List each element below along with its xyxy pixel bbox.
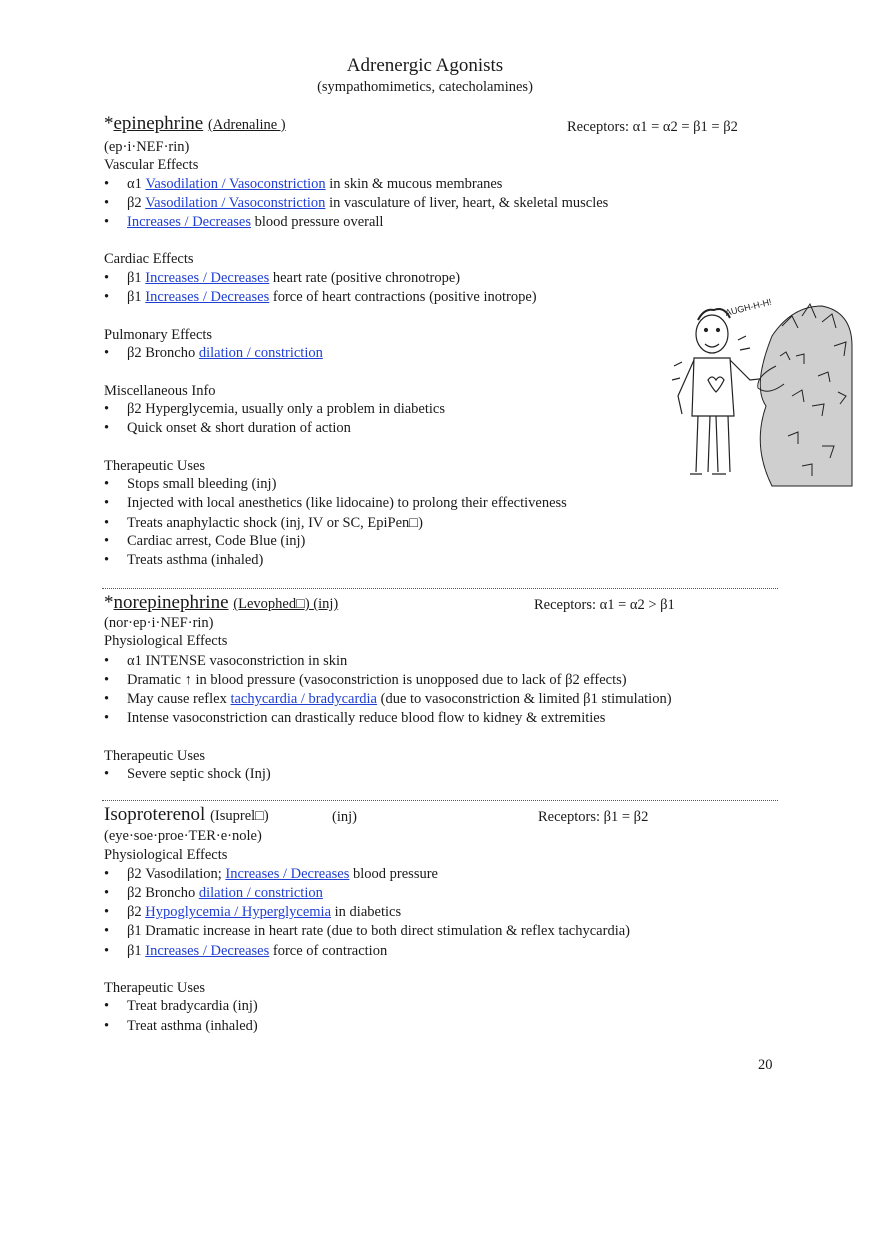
bullet: • <box>104 672 110 688</box>
choice-text: Vasodilation / Vasoconstriction <box>145 195 326 211</box>
uses-heading: Therapeutic Uses <box>104 980 206 996</box>
list-item: • α1 INTENSE vasoconstriction in skin <box>104 653 348 669</box>
pulmonary-heading: Pulmonary Effects <box>104 327 213 343</box>
bullet: • <box>104 420 110 436</box>
choice-text: tachycardia / bradycardia <box>230 691 377 707</box>
bullet: • <box>104 552 110 568</box>
choice-text: Increases / Decreases <box>127 214 251 230</box>
bullet: • <box>104 345 110 361</box>
drug-name: Isoproterenol <box>104 804 206 825</box>
list-item: • β1 Increases / Decreases force of contraction <box>104 943 388 959</box>
list-item: • β2 Hyperglycemia, usually only a problem in diabetics <box>104 401 445 417</box>
norepinephrine-heading <box>104 593 338 614</box>
list-item: • Stops small bleeding (inj) <box>104 476 277 492</box>
bullet: • <box>104 214 110 230</box>
bullet: • <box>104 289 110 305</box>
sketch-illustration <box>672 296 854 490</box>
cardiac-heading: Cardiac Effects <box>104 251 194 267</box>
epinephrine-receptors: Receptors: α1 = α2 = β1 = β2 <box>567 119 738 135</box>
list-item: • Treat bradycardia (inj) <box>104 998 258 1014</box>
bullet: • <box>104 270 110 286</box>
list-item: • May cause reflex tachycardia / bradycardia (due to vasoconstriction & limited β1 stimulation) <box>104 691 672 707</box>
list-item: • Quick onset & short duration of action <box>104 420 351 436</box>
bullet: • <box>104 401 110 417</box>
page-title: Adrenergic Agonists <box>346 55 504 76</box>
page-subtitle: (sympathomimetics, catecholamines) <box>317 79 533 95</box>
list-item: • β1 Dramatic increase in heart rate (due to both direct stimulation & reflex tachycardia) <box>104 923 630 939</box>
bullet: • <box>104 653 110 669</box>
physiological-heading: Physiological Effects <box>104 633 228 649</box>
bullet: • <box>104 710 110 726</box>
epinephrine-heading <box>104 114 286 135</box>
list-item: • Intense vasoconstriction can drastically reduce blood flow to kidney & extremities <box>104 710 606 726</box>
list-item: • Increases / Decreases blood pressure overall <box>104 214 384 230</box>
bullet: • <box>104 885 110 901</box>
list-item: • β1 Increases / Decreases force of heart contractions (positive inotrope) <box>104 289 537 305</box>
bullet: • <box>104 1018 110 1034</box>
list-item: • Severe septic shock (Inj) <box>104 766 271 782</box>
choice-text: Vasodilation / Vasoconstriction <box>145 176 326 192</box>
bullet: • <box>104 195 110 211</box>
asterisk: * <box>104 592 114 613</box>
list-item: • Treats asthma (inhaled) <box>104 552 264 568</box>
isoproterenol-pronunciation: (eye·soe·proe·TER·e·nole) <box>104 828 262 844</box>
list-item: • α1 Vasodilation / Vasoconstriction in skin & mucous membranes <box>104 176 503 192</box>
person-legs <box>696 416 730 472</box>
uses-heading: Therapeutic Uses <box>104 748 206 764</box>
bullet: • <box>104 691 110 707</box>
choice-text: dilation / constriction <box>198 345 323 361</box>
page-number: 20 <box>758 1057 773 1073</box>
bullet: • <box>104 495 110 511</box>
brand-name: (Levophed□) (inj) <box>233 596 339 612</box>
brand-name: (Adrenaline ) <box>207 117 286 133</box>
bullet: • <box>104 766 110 782</box>
epinephrine-pronunciation: (ep·i·NEF·rin) <box>104 139 190 155</box>
list-item: • Treat asthma (inhaled) <box>104 1018 258 1034</box>
physiological-heading: Physiological Effects <box>104 847 228 863</box>
drug-name: epinephrine <box>113 113 204 134</box>
drug-name: norepinephrine <box>113 592 229 613</box>
bullet: • <box>104 176 110 192</box>
list-item: • β2 Broncho dilation / constriction <box>104 885 323 901</box>
list-item: • β2 Broncho dilation / constriction <box>104 345 323 361</box>
norepinephrine-pronunciation: (nor·ep·i·NEF·rin) <box>104 615 214 631</box>
choice-text: Increases / Decreases <box>145 270 270 286</box>
bullet: • <box>104 904 110 920</box>
bullet: • <box>104 866 110 882</box>
choice-text: Increases / Decreases <box>145 289 270 305</box>
misc-heading: Miscellaneous Info <box>104 383 216 399</box>
list-item: • Treats anaphylactic shock (inj, IV or SC, EpiPen□) <box>104 515 423 531</box>
vascular-heading: Vascular Effects <box>104 157 199 173</box>
sketch-caption: AUGH-H-H! <box>724 296 773 318</box>
choice-text: dilation / constriction <box>198 885 323 901</box>
bear-drawing <box>758 304 852 486</box>
choice-text: Increases / Decreases <box>145 943 270 959</box>
section-divider <box>102 588 778 589</box>
isoproterenol-receptors: Receptors: β1 = β2 <box>538 809 649 825</box>
list-item: • Injected with local anesthetics (like lidocaine) to prolong their effectiveness <box>104 495 567 511</box>
isoproterenol-route: (inj) <box>332 809 357 825</box>
bullet: • <box>104 476 110 492</box>
list-item: • β2 Hypoglycemia / Hyperglycemia in diabetics <box>104 904 402 920</box>
bullet: • <box>104 943 110 959</box>
list-item: • β2 Vasodilation; Increases / Decreases blood pressure <box>104 866 438 882</box>
bullet: • <box>104 533 110 549</box>
list-item: • β1 Increases / Decreases heart rate (positive chronotrope) <box>104 270 461 286</box>
list-item: • Cardiac arrest, Code Blue (inj) <box>104 533 306 549</box>
bullet: • <box>104 998 110 1014</box>
section-divider <box>102 800 778 801</box>
isoproterenol-heading <box>104 805 269 826</box>
bullet: • <box>104 923 110 939</box>
choice-text: Increases / Decreases <box>225 866 350 882</box>
list-item: • β2 Vasodilation / Vasoconstriction in vasculature of liver, heart, & skeletal muscles <box>104 195 609 211</box>
person-torso <box>692 358 734 416</box>
list-item: • Dramatic ↑ in blood pressure (vasoconstriction is unopposed due to lack of β2 effects) <box>104 672 627 688</box>
bullet: • <box>104 515 110 531</box>
choice-text: Hypoglycemia / Hyperglycemia <box>145 904 332 920</box>
asterisk: * <box>104 113 114 134</box>
brand-name: (Isuprel□) <box>210 808 269 824</box>
norepinephrine-receptors: Receptors: α1 = α2 > β1 <box>534 597 675 613</box>
uses-heading: Therapeutic Uses <box>104 458 206 474</box>
